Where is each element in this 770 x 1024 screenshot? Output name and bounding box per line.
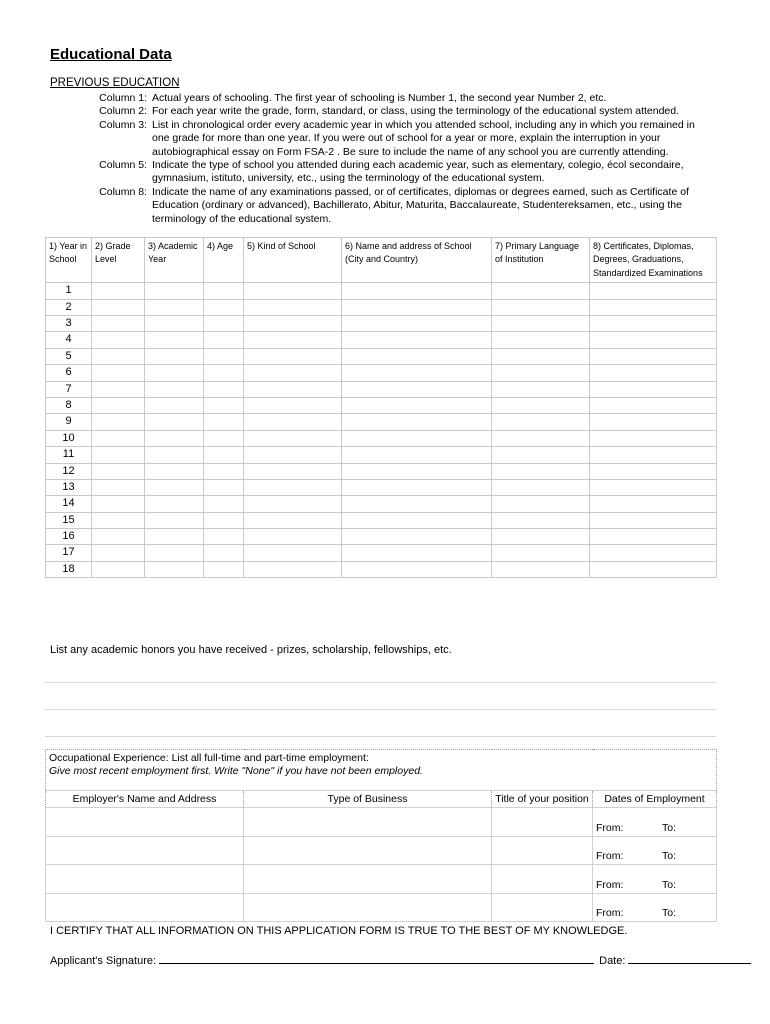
education-cell[interactable]	[204, 512, 244, 528]
row-number: 18	[46, 561, 92, 577]
education-cell[interactable]	[492, 316, 590, 332]
education-cell[interactable]	[590, 348, 717, 364]
education-cell[interactable]	[342, 479, 492, 495]
row-number: 7	[46, 381, 92, 397]
education-cell[interactable]	[244, 479, 342, 495]
education-cell[interactable]	[145, 545, 204, 561]
education-row	[46, 512, 717, 528]
education-row	[46, 479, 717, 495]
education-cell[interactable]	[590, 512, 717, 528]
to-label: To:	[662, 878, 677, 891]
education-cell[interactable]	[145, 414, 204, 430]
dates-cell[interactable]	[593, 836, 717, 865]
education-cell[interactable]	[342, 414, 492, 430]
education-cell[interactable]	[492, 365, 590, 381]
occupational-table	[45, 749, 717, 922]
education-cell[interactable]	[492, 447, 590, 463]
education-cell[interactable]	[342, 381, 492, 397]
form-title: Educational Data	[50, 46, 172, 63]
row-number: 6	[46, 365, 92, 381]
header-school-name-address: 6) Name and address of School (City and Country)	[342, 238, 492, 283]
row-number: 9	[46, 414, 92, 430]
education-cell[interactable]	[145, 479, 204, 495]
education-row	[46, 496, 717, 512]
education-cell[interactable]	[590, 529, 717, 545]
instruction-label: Column 5:	[99, 159, 147, 172]
row-number: 16	[46, 529, 92, 545]
education-cell[interactable]	[244, 381, 342, 397]
education-row	[46, 316, 717, 332]
certification-statement: I CERTIFY THAT ALL INFORMATION ON THIS APPLICATION FORM IS TRUE TO THE BEST OF MY KNOWLEDGE.	[50, 925, 628, 937]
education-cell[interactable]	[145, 496, 204, 512]
education-cell[interactable]	[145, 512, 204, 528]
education-cell[interactable]	[204, 365, 244, 381]
education-cell[interactable]	[145, 348, 204, 364]
education-cell[interactable]	[244, 463, 342, 479]
row-number: 2	[46, 299, 92, 315]
education-cell[interactable]	[342, 561, 492, 577]
education-cell[interactable]	[204, 463, 244, 479]
education-cell[interactable]	[244, 348, 342, 364]
instruction-column-2	[50, 105, 715, 118]
education-cell[interactable]	[342, 299, 492, 315]
signature-row	[50, 953, 751, 967]
occupational-intro-line2: Give most recent employment first. Write "None" if you have not been employed.	[49, 765, 423, 777]
education-cell[interactable]	[342, 283, 492, 299]
education-row	[46, 365, 717, 381]
education-row	[46, 430, 717, 446]
instruction-text: For each year write the grade, form, standard, or class, using the terminology of the educational system attended.	[152, 105, 680, 118]
education-cell[interactable]	[492, 496, 590, 512]
from-label: From:	[596, 907, 624, 920]
education-cell[interactable]	[590, 299, 717, 315]
to-label: To:	[662, 907, 677, 920]
education-cell[interactable]	[342, 365, 492, 381]
education-cell[interactable]	[92, 365, 145, 381]
instruction-text: Indicate the name of any examinations passed, or of certificates, diplomas or degrees earned, such as Certificate of Education (ordinary or advanced), Bachillerato, Abitur, Maturita, Baccalaureate, Studentereksamen, etc., using the terminology of the educational system.	[152, 185, 689, 225]
education-cell[interactable]	[92, 561, 145, 577]
education-cell[interactable]	[590, 283, 717, 299]
instruction-text: Actual years of schooling. The first year of schooling is Number 1, the second year Number 2, etc.	[152, 92, 607, 104]
education-cell[interactable]	[342, 348, 492, 364]
dates-cell[interactable]	[593, 808, 717, 837]
education-cell[interactable]	[92, 348, 145, 364]
row-number: 1	[46, 283, 92, 299]
education-cell[interactable]	[492, 299, 590, 315]
honors-line-2[interactable]	[45, 709, 716, 710]
education-cell[interactable]	[244, 299, 342, 315]
position-cell[interactable]	[492, 836, 593, 865]
education-row	[46, 414, 717, 430]
header-type-of-business: Type of Business	[244, 791, 492, 808]
education-cell[interactable]	[244, 545, 342, 561]
honors-line-3[interactable]	[45, 736, 716, 737]
education-cell[interactable]	[244, 447, 342, 463]
education-cell[interactable]	[590, 397, 717, 413]
header-primary-language: 7) Primary Language of Institution	[492, 238, 590, 283]
position-cell[interactable]	[492, 808, 593, 837]
business-cell[interactable]	[244, 893, 492, 922]
occupational-instructions	[46, 750, 717, 791]
header-age: 4) Age	[204, 238, 244, 283]
instruction-label: Column 3:	[99, 118, 147, 131]
signature-label: Applicant's Signature:	[50, 955, 157, 967]
education-cell[interactable]	[492, 479, 590, 495]
education-cell[interactable]	[492, 430, 590, 446]
education-cell[interactable]	[244, 512, 342, 528]
row-number: 17	[46, 545, 92, 561]
row-number: 3	[46, 316, 92, 332]
education-row	[46, 381, 717, 397]
column-instructions	[50, 92, 715, 226]
education-cell[interactable]	[590, 447, 717, 463]
education-cell[interactable]	[204, 529, 244, 545]
employer-cell[interactable]	[46, 865, 244, 894]
education-cell[interactable]	[590, 463, 717, 479]
education-row	[46, 529, 717, 545]
honors-line-1[interactable]	[45, 682, 716, 683]
header-academic-year: 3) Academic Year	[145, 238, 204, 283]
education-cell[interactable]	[244, 365, 342, 381]
header-kind-of-school: 5) Kind of School	[244, 238, 342, 283]
education-row	[46, 299, 717, 315]
education-table	[45, 237, 717, 578]
education-header-row	[46, 238, 717, 283]
employment-row	[46, 836, 717, 865]
education-cell[interactable]	[204, 447, 244, 463]
education-cell[interactable]	[590, 316, 717, 332]
education-cell[interactable]	[590, 332, 717, 348]
education-cell[interactable]	[92, 430, 145, 446]
education-cell[interactable]	[492, 545, 590, 561]
education-cell[interactable]	[92, 316, 145, 332]
education-row	[46, 332, 717, 348]
education-cell[interactable]	[342, 447, 492, 463]
education-cell[interactable]	[204, 561, 244, 577]
education-cell[interactable]	[145, 299, 204, 315]
row-number: 5	[46, 348, 92, 364]
education-cell[interactable]	[492, 529, 590, 545]
education-cell[interactable]	[590, 479, 717, 495]
education-cell[interactable]	[92, 283, 145, 299]
from-label: From:	[596, 850, 624, 863]
employment-row	[46, 893, 717, 922]
education-cell[interactable]	[92, 479, 145, 495]
education-cell[interactable]	[590, 430, 717, 446]
header-dates: Dates of Employment	[593, 791, 717, 808]
education-cell[interactable]	[492, 332, 590, 348]
instruction-label: Column 8:	[99, 185, 147, 198]
to-label: To:	[662, 850, 677, 863]
education-cell[interactable]	[244, 316, 342, 332]
occupational-intro-line1: Occupational Experience: List all full-time and part-time employment:	[49, 752, 369, 764]
employer-cell[interactable]	[46, 808, 244, 837]
education-cell[interactable]	[492, 414, 590, 430]
education-cell[interactable]	[204, 414, 244, 430]
education-cell[interactable]	[92, 414, 145, 430]
education-cell[interactable]	[342, 463, 492, 479]
education-cell[interactable]	[145, 381, 204, 397]
education-cell[interactable]	[492, 463, 590, 479]
row-number: 4	[46, 332, 92, 348]
education-cell[interactable]	[204, 283, 244, 299]
education-cell[interactable]	[92, 496, 145, 512]
instruction-label: Column 2:	[99, 105, 147, 118]
dates-cell[interactable]	[593, 893, 717, 922]
education-cell[interactable]	[92, 512, 145, 528]
header-employer: Employer's Name and Address	[46, 791, 244, 808]
education-row	[46, 447, 717, 463]
education-cell[interactable]	[145, 283, 204, 299]
row-number: 13	[46, 479, 92, 495]
education-cell[interactable]	[492, 512, 590, 528]
instruction-text: Indicate the type of school you attended during each academic year, such as elementary, colegio, écol secondaire, gymnasium, istituto, university, etc., using the terminology of the educational system.	[152, 159, 684, 185]
education-cell[interactable]	[342, 545, 492, 561]
education-cell[interactable]	[244, 414, 342, 430]
education-cell[interactable]	[342, 496, 492, 512]
education-cell[interactable]	[92, 332, 145, 348]
education-cell[interactable]	[244, 496, 342, 512]
education-cell[interactable]	[204, 496, 244, 512]
education-cell[interactable]	[145, 332, 204, 348]
instruction-column-5	[50, 159, 715, 186]
education-cell[interactable]	[92, 397, 145, 413]
education-cell[interactable]	[342, 512, 492, 528]
row-number: 10	[46, 430, 92, 446]
education-row	[46, 283, 717, 299]
employer-cell[interactable]	[46, 893, 244, 922]
education-cell[interactable]	[244, 430, 342, 446]
to-label: To:	[662, 821, 677, 834]
position-cell[interactable]	[492, 865, 593, 894]
education-cell[interactable]	[590, 414, 717, 430]
previous-education-heading: PREVIOUS EDUCATION	[50, 77, 180, 89]
instruction-column-3	[50, 119, 715, 159]
education-cell[interactable]	[92, 381, 145, 397]
row-number: 15	[46, 512, 92, 528]
occupational-header-row	[46, 791, 717, 808]
education-row	[46, 463, 717, 479]
education-cell[interactable]	[492, 348, 590, 364]
position-cell[interactable]	[492, 893, 593, 922]
education-cell[interactable]	[244, 529, 342, 545]
occupational-intro	[46, 750, 717, 791]
instruction-text: List in chronological order every academic year in which you attended school, including any in which you remained in one grade for more than one year. If you were out of school for a year or more, explain the interruption in your autobiographical essay on Form FSA-2 . Be sure to include the name of any school you are currently attending.	[152, 118, 695, 158]
education-cell[interactable]	[145, 561, 204, 577]
education-cell[interactable]	[342, 430, 492, 446]
education-cell[interactable]	[92, 529, 145, 545]
education-cell[interactable]	[342, 316, 492, 332]
row-number: 11	[46, 447, 92, 463]
education-cell[interactable]	[244, 332, 342, 348]
education-cell[interactable]	[92, 447, 145, 463]
education-cell[interactable]	[145, 463, 204, 479]
from-label: From:	[596, 878, 624, 891]
instruction-column-8	[50, 186, 715, 226]
dates-cell[interactable]	[593, 865, 717, 894]
business-cell[interactable]	[244, 808, 492, 837]
education-cell[interactable]	[92, 463, 145, 479]
education-cell[interactable]	[590, 381, 717, 397]
education-cell[interactable]	[92, 545, 145, 561]
education-row	[46, 348, 717, 364]
instruction-column-1	[50, 92, 715, 105]
education-cell[interactable]	[204, 397, 244, 413]
education-cell[interactable]	[492, 381, 590, 397]
education-cell[interactable]	[342, 397, 492, 413]
date-field[interactable]	[628, 953, 751, 964]
education-cell[interactable]	[204, 381, 244, 397]
honors-prompt: List any academic honors you have received - prizes, scholarship, fellowships, etc.	[50, 644, 452, 656]
education-cell[interactable]	[145, 397, 204, 413]
row-number: 12	[46, 463, 92, 479]
education-cell[interactable]	[492, 283, 590, 299]
education-row	[46, 545, 717, 561]
education-cell[interactable]	[590, 365, 717, 381]
education-cell[interactable]	[342, 529, 492, 545]
business-cell[interactable]	[244, 836, 492, 865]
education-cell[interactable]	[204, 430, 244, 446]
signature-field[interactable]	[159, 953, 594, 964]
date-label: Date:	[599, 955, 626, 967]
education-cell[interactable]	[244, 397, 342, 413]
education-cell[interactable]	[204, 299, 244, 315]
education-cell[interactable]	[204, 545, 244, 561]
education-cell[interactable]	[204, 348, 244, 364]
education-cell[interactable]	[342, 332, 492, 348]
row-number: 8	[46, 397, 92, 413]
education-cell[interactable]	[145, 365, 204, 381]
education-cell[interactable]	[204, 332, 244, 348]
education-cell[interactable]	[244, 561, 342, 577]
education-cell[interactable]	[92, 299, 145, 315]
education-cell[interactable]	[204, 316, 244, 332]
employer-cell[interactable]	[46, 836, 244, 865]
education-cell[interactable]	[145, 447, 204, 463]
education-cell[interactable]	[204, 479, 244, 495]
education-row	[46, 561, 717, 577]
header-year-in-school: 1) Year in School	[46, 238, 92, 283]
education-cell[interactable]	[492, 561, 590, 577]
education-cell[interactable]	[244, 283, 342, 299]
education-cell[interactable]	[590, 545, 717, 561]
education-cell[interactable]	[492, 397, 590, 413]
header-position-title: Title of your position	[492, 791, 593, 808]
row-number: 14	[46, 496, 92, 512]
education-row	[46, 397, 717, 413]
from-label: From:	[596, 821, 624, 834]
header-certificates: 8) Certificates, Diplomas, Degrees, Graduations, Standardized Examinations	[590, 238, 717, 283]
header-grade-level: 2) Grade Level	[92, 238, 145, 283]
education-cell[interactable]	[145, 316, 204, 332]
education-cell[interactable]	[590, 496, 717, 512]
employment-row	[46, 865, 717, 894]
employment-row	[46, 808, 717, 837]
education-cell[interactable]	[145, 430, 204, 446]
instruction-label: Column 1:	[99, 92, 147, 104]
education-cell[interactable]	[145, 529, 204, 545]
business-cell[interactable]	[244, 865, 492, 894]
education-cell[interactable]	[590, 561, 717, 577]
